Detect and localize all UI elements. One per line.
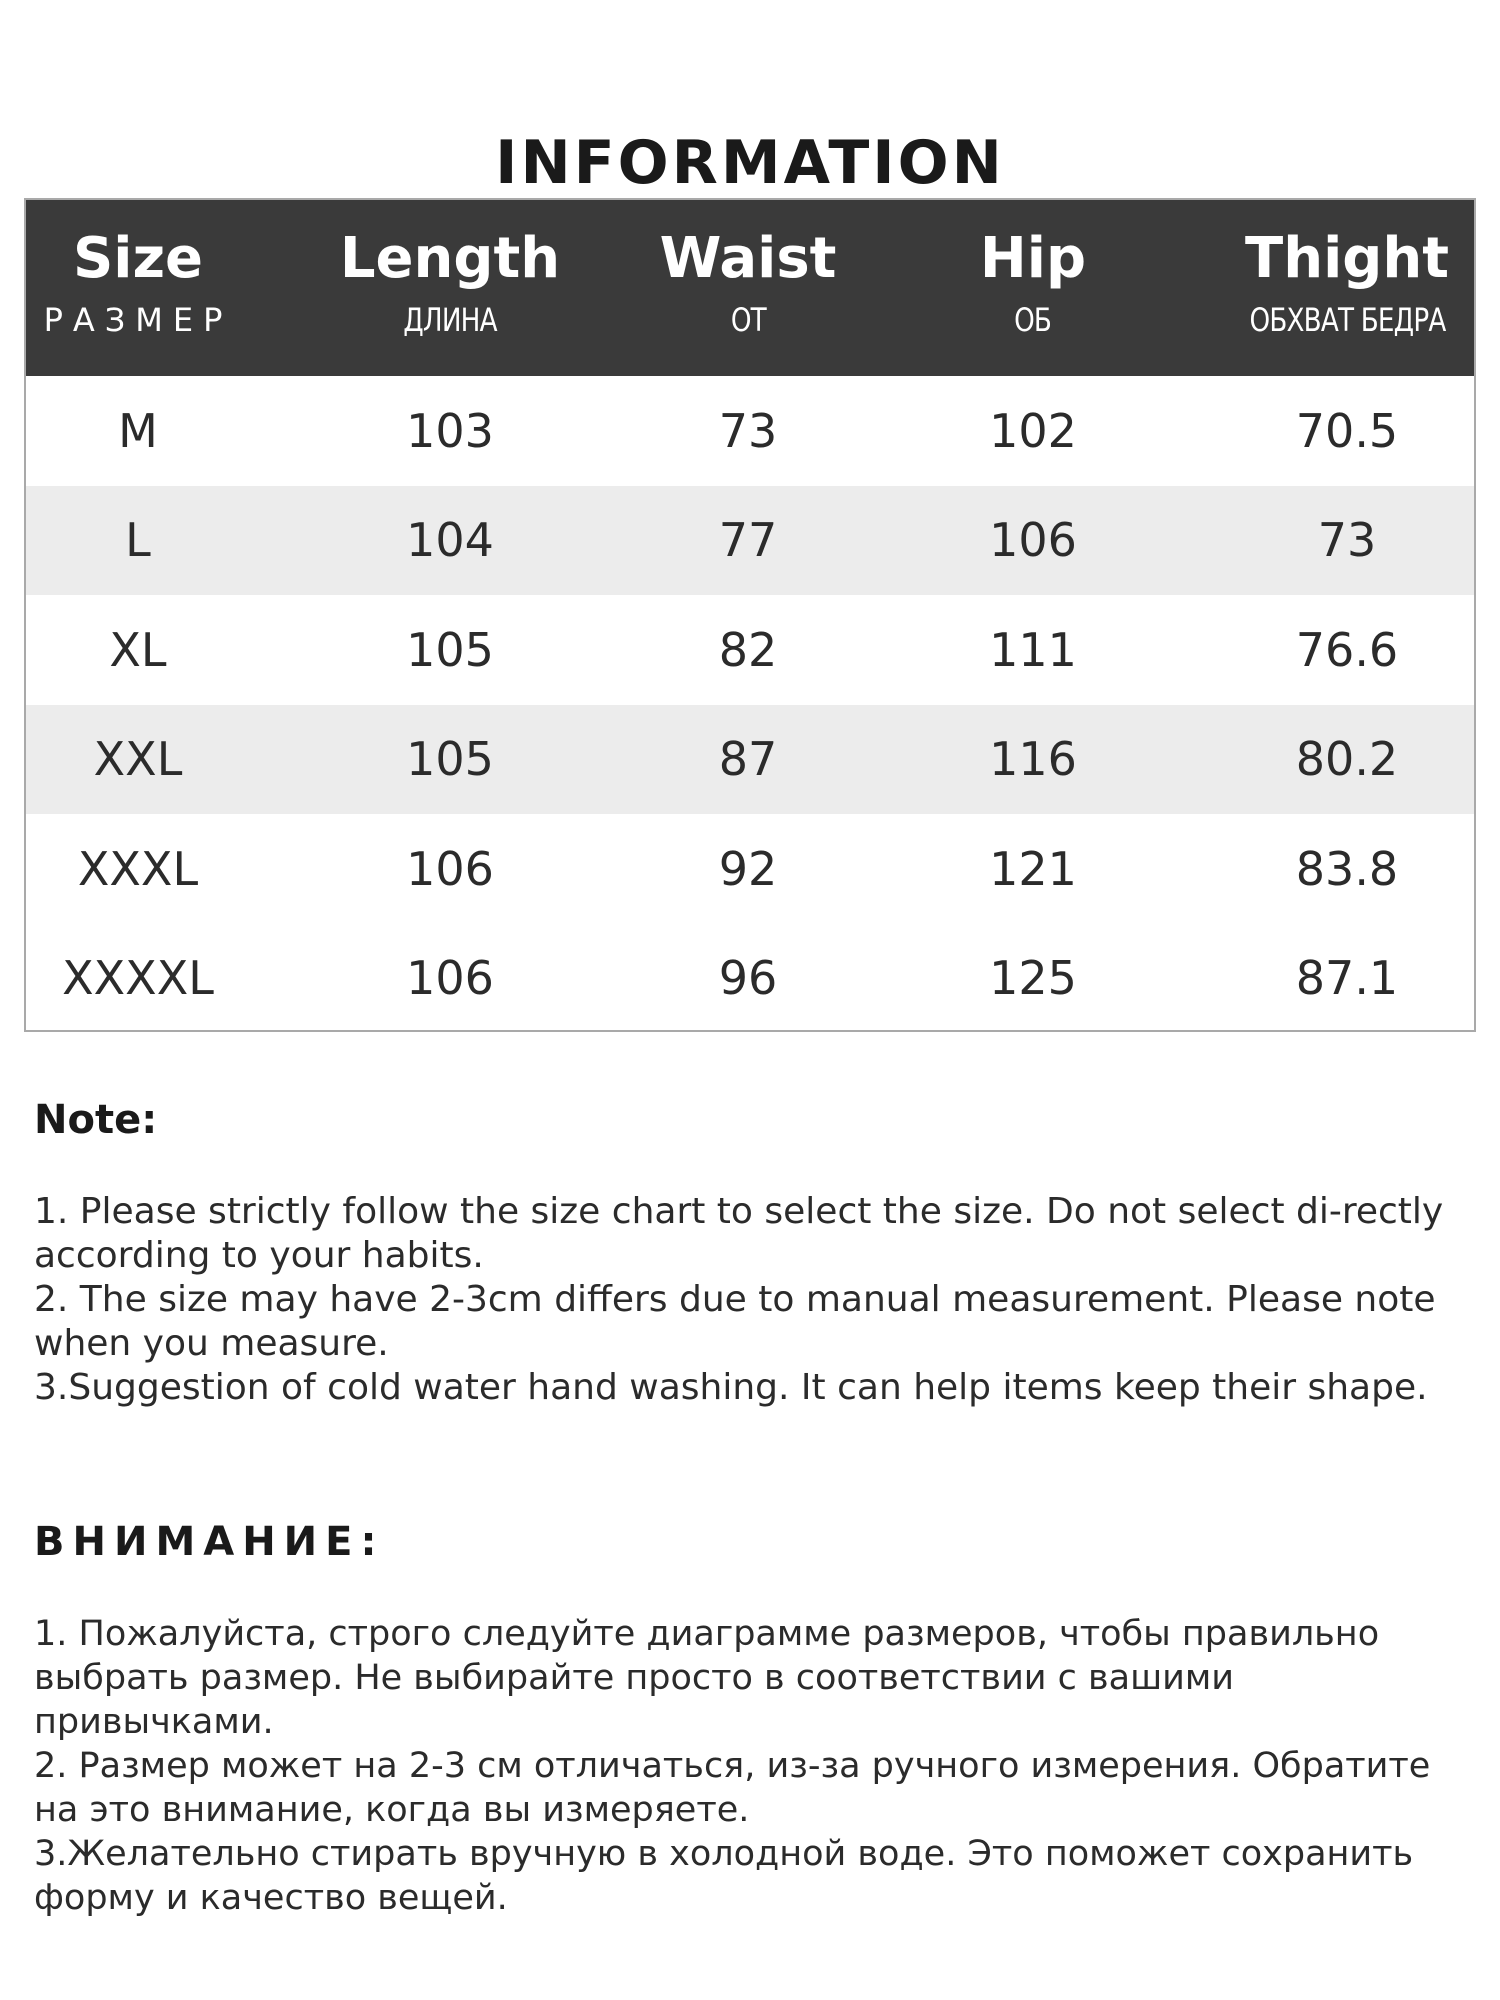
header-waist-ru: ОТ: [730, 301, 766, 339]
ru-note-list: [34, 1612, 1474, 1920]
table-row: [26, 705, 1474, 815]
cell-size: XL: [109, 622, 167, 677]
header-thigh: [1220, 200, 1474, 376]
header-hip: [846, 200, 1220, 376]
cell-waist: 77: [718, 513, 778, 568]
cell-waist: 73: [718, 403, 778, 458]
header-thigh-en: Thight: [1245, 226, 1449, 291]
cell-hip: 116: [989, 732, 1077, 787]
header-size-ru: РАЗМЕР: [43, 301, 233, 339]
size-chart-table: [24, 198, 1476, 1032]
cell-thigh: 83.8: [1295, 841, 1399, 896]
header-waist: [650, 200, 846, 376]
cell-thigh: 87.1: [1295, 951, 1399, 1006]
header-waist-en: Waist: [659, 226, 837, 291]
cell-waist: 87: [718, 732, 778, 787]
cell-hip: 106: [989, 513, 1077, 568]
cell-waist: 82: [718, 622, 778, 677]
cell-waist: 92: [718, 841, 778, 896]
cell-size: XXL: [93, 732, 183, 787]
header-length-ru: ДЛИНА: [403, 301, 497, 339]
cell-length: 105: [406, 732, 494, 787]
ru-note-item: 3.Желательно стирать вручную в холодной воде. Это поможет сохранить форму и качество вещей.: [34, 1834, 1414, 1918]
cell-length: 104: [406, 513, 494, 568]
ru-note-heading: ВНИМАНИЕ:: [34, 1519, 385, 1565]
cell-size: XXXL: [77, 841, 199, 896]
table-row: [26, 376, 1474, 486]
cell-hip: 121: [989, 841, 1077, 896]
cell-length: 103: [406, 403, 494, 458]
note-item: 1. Please strictly follow the size chart to select the size. Do not select di-rectly according to your habits.: [34, 1191, 1444, 1276]
cell-size: XXXXL: [62, 951, 214, 1006]
cell-thigh: 80.2: [1295, 732, 1399, 787]
note-heading: Note:: [34, 1097, 158, 1143]
header-hip-en: Hip: [979, 226, 1087, 291]
cell-length: 105: [406, 622, 494, 677]
cell-length: 106: [406, 841, 494, 896]
cell-waist: 96: [718, 951, 778, 1006]
cell-length: 106: [406, 951, 494, 1006]
header-length: [250, 200, 650, 376]
ru-note-item: 2. Размер может на 2-3 см отличаться, из-за ручного измерения. Обратите на это внимание, когда вы измеряете.: [34, 1746, 1431, 1830]
table-row: [26, 814, 1474, 924]
table-header: [26, 200, 1474, 376]
cell-hip: 111: [989, 622, 1077, 677]
header-length-en: Length: [339, 226, 561, 291]
note-item: 3.Suggestion of cold water hand washing. It can help items keep their shape.: [34, 1367, 1428, 1408]
ru-note-item: 1. Пожалуйста, строго следуйте диаграмме размеров, чтобы правильно выбрать размер. Не выбирайте просто в соответствии с вашими привычками.: [34, 1614, 1380, 1742]
note-item: 2. The size may have 2-3cm differs due to manual measurement. Please note when you measure.: [34, 1279, 1436, 1364]
header-hip-ru: ОБ: [1014, 301, 1052, 339]
cell-thigh: 70.5: [1295, 403, 1399, 458]
table-row: [26, 486, 1474, 596]
header-size-en: Size: [72, 226, 204, 291]
header-thigh-ru: ОБХВАТ БЕДРА: [1249, 301, 1445, 339]
table-row: [26, 924, 1474, 1034]
header-size: [26, 200, 250, 376]
cell-thigh: 76.6: [1295, 622, 1399, 677]
cell-hip: 102: [989, 403, 1077, 458]
note-list: [34, 1190, 1474, 1410]
cell-size: M: [118, 403, 158, 458]
cell-hip: 125: [989, 951, 1077, 1006]
cell-size: L: [125, 513, 151, 568]
cell-thigh: 73: [1317, 513, 1377, 568]
table-row: [26, 595, 1474, 705]
page-title: INFORMATION: [495, 128, 1005, 199]
